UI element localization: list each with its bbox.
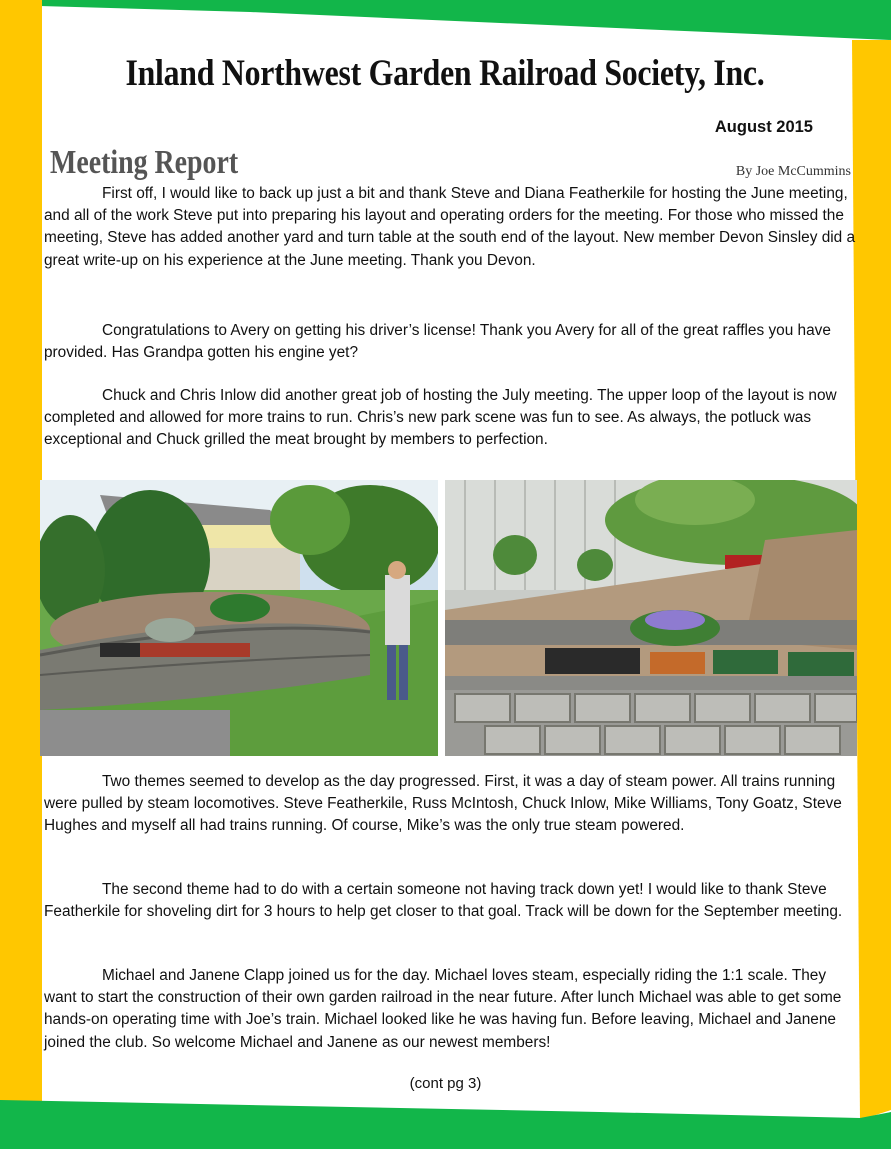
newsletter-title: Inland Northwest Garden Railroad Society, Inc. — [125, 53, 765, 94]
paragraph-1: First off, I would like to back up just a bit and thank Steve and Diana Featherkile for hosting the June meeting, and all of the work Steve put into preparing his layout and operating orders for the meeting. For those who missed the meeting, Steve has added another yard and turn table at the south end of the layout. New member Devon Sinsley did a great write-up on his experience at the June meeting. Thank you Devon. — [44, 185, 856, 269]
paragraph-2: Congratulations to Avery on getting his driver’s license! Thank you Avery for all of the great raffles you have provided. Has Grandpa gotten his engine yet? — [44, 322, 831, 362]
section-heading: Meeting Report — [50, 144, 239, 181]
issue-date: August 2015 — [714, 118, 813, 136]
continuation-note: (cont pg 3) — [409, 1075, 482, 1092]
photo-garden-layout — [40, 480, 438, 756]
bottom-green-band — [0, 1100, 891, 1149]
article-byline: By Joe McCummins — [735, 164, 851, 179]
paragraph-6: Michael and Janene Clapp joined us for the day. Michael loves steam, especially riding the 1:1 scale. They want to start the construction of their own garden railroad in the near future. After lunch Michael was able to get some hands-on operating time with Joe’s train. Michael looked like he was having fun. Before leaving, Michael and Janene joined the club. So welcome Michael and Janene as our newest members! — [44, 967, 842, 1051]
top-green-band — [40, 0, 891, 40]
photo-steam-trains — [445, 480, 857, 756]
left-yellow-band — [0, 0, 42, 1149]
paragraph-3: Chuck and Chris Inlow did another great job of hosting the July meeting. The upper loop of the layout is now completed and allowed for more trains to run. Chris’s new park scene was fun to see. As always, the potluck was exceptional and Chuck grilled the meat brought by members to perfection. — [44, 387, 837, 449]
paragraph-4: Two themes seemed to develop as the day progressed. First, it was a day of steam power. All trains running were pulled by steam locomotives. Steve Featherkile, Russ McIntosh, Chuck Inlow, Mike Williams, Tony Goatz, Steve Hughes and myself all had trains running. Of course, Mike’s was the only true steam powered. — [44, 773, 842, 835]
right-yellow-band — [852, 40, 891, 1120]
paragraph-5: The second theme had to do with a certain someone not having track down yet! I would like to thank Steve Featherkile for shoveling dirt for 3 hours to help get closer to that goal. Track will be down for the September meeting. — [44, 881, 843, 921]
